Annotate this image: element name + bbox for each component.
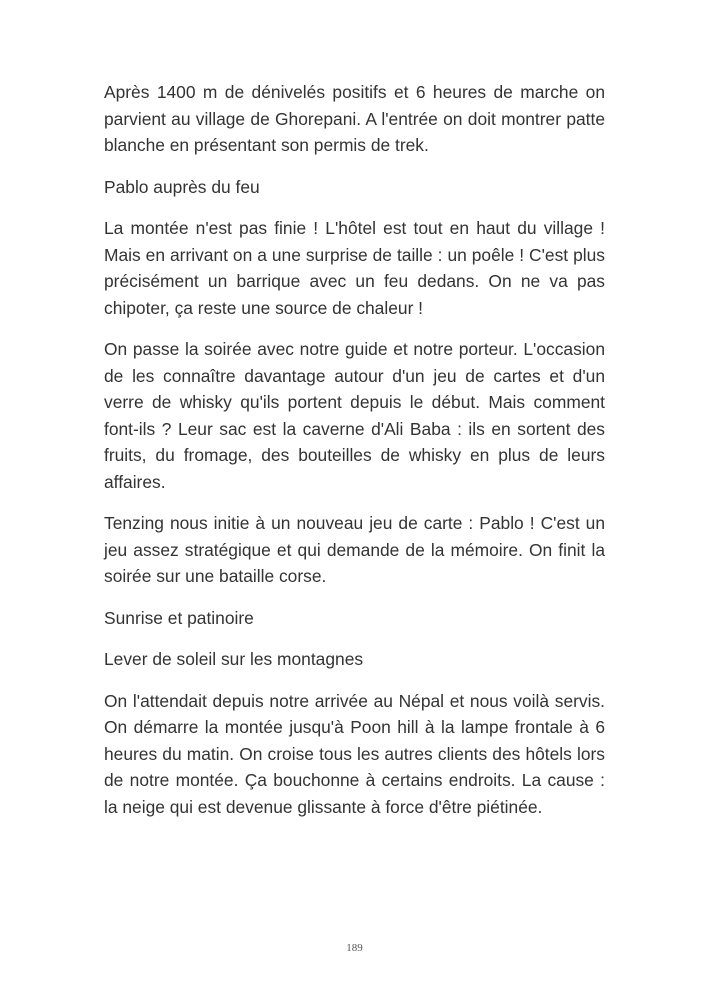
paragraph-poon-hill: On l'attendait depuis notre arrivée au Népal et nous voilà servis. On démarre la montée jusqu'à Poon hill à la lampe frontale à 6 heures du matin. On croise tous les autres clients des hôtels lors de notre montée. Ça bouchonne à certains endroits. La cause : la neige qui est devenue glissante à force d'être piétinée. — [104, 690, 605, 817]
page-number: 189 — [346, 942, 363, 954]
paragraph-card-game: Tenzing nous initie à un nouveau jeu de carte : Pablo ! C'est un jeu assez stratégique et qui demande de la mémoire. On finit la soirée sur une bataille corse. — [104, 513, 605, 586]
section-heading-sunrise: Sunrise et patinoire — [104, 607, 254, 628]
paragraph-ghorepani-arrival: Après 1400 m de dénivelés positifs et 6 heures de marche on parvient au village de Ghorepani. A l'entrée on doit montrer patte blanche en présentant son permis de trek. — [104, 82, 605, 155]
paragraph-evening-guide: On passe la soirée avec notre guide et notre porteur. L'occasion de les connaître davantage autour d'un jeu de cartes et d'un verre de whisky qu'ils portent depuis le début. Mais comment font-ils ? Leur sac est la caverne d'Ali Baba : ils en sortent des fruits, du fromage, des bouteilles de whisky en plus de leurs affaires. — [104, 339, 605, 492]
section-heading-pablo: Pablo auprès du feu — [104, 176, 260, 197]
page-body — [104, 79, 605, 835]
paragraph-hotel-stove: La montée n'est pas finie ! L'hôtel est tout en haut du village ! Mais en arrivant on a une surprise de taille : un poêle ! C'est plus précisément un barrique avec un feu dedans. On ne va pas chipoter, ça reste une source de chaleur ! — [104, 218, 605, 318]
section-heading-sunrise-mountains: Lever de soleil sur les montagnes — [104, 649, 364, 669]
